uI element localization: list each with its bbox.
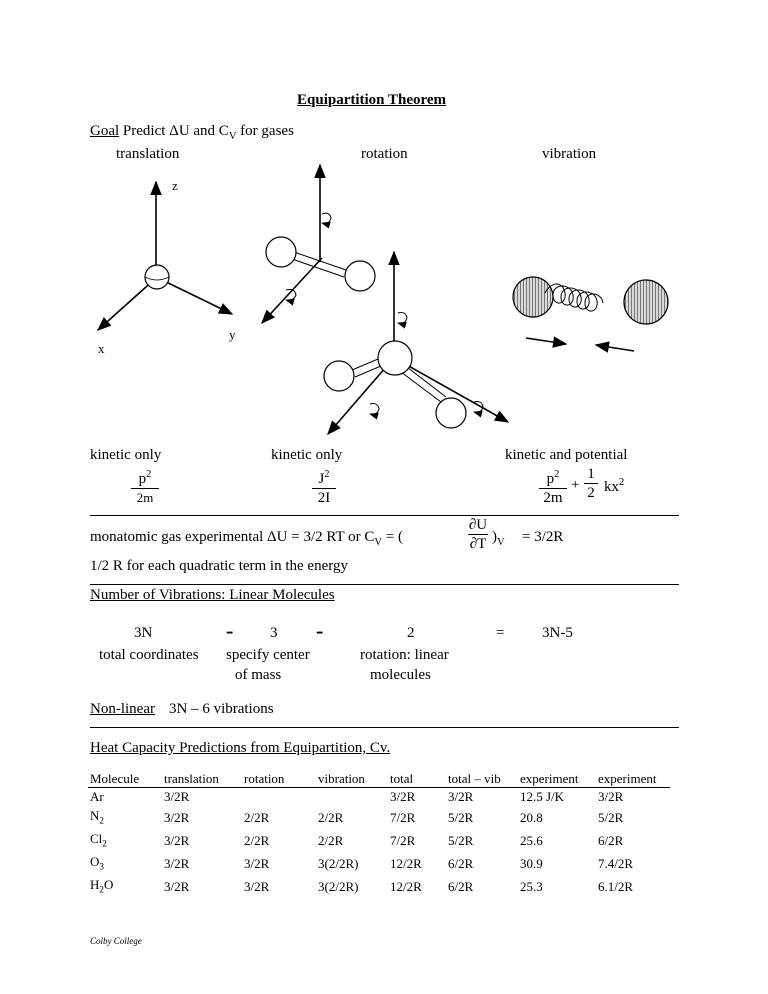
- molecule-symbol: H: [90, 876, 100, 892]
- table-cell: 12/2R: [390, 879, 422, 895]
- vibration-label: vibration: [542, 146, 597, 162]
- close-v-sub: V: [497, 537, 505, 548]
- trans-numerator-sup: 2: [146, 469, 152, 480]
- desc-center-2: of mass: [235, 667, 282, 683]
- linear-heading: Number of Vibrations: Linear Molecules: [90, 587, 335, 603]
- desc-total-coordinates: total coordinates: [99, 647, 199, 663]
- divider-2: [90, 584, 679, 585]
- molecule-subscript: 2: [99, 884, 104, 895]
- molecule-symbol: Ar: [90, 789, 104, 804]
- translation-label: translation: [116, 146, 180, 162]
- col-header: total: [388, 770, 446, 788]
- molecule-symbol: N: [90, 807, 100, 823]
- molecule-cell: [88, 830, 162, 853]
- table-cell: 7/2R: [390, 809, 416, 825]
- table-cell: 3/2R: [164, 855, 190, 871]
- table-cell: 30.9: [520, 855, 543, 871]
- table-cell: 3(2/2R): [318, 855, 359, 871]
- y-axis-arrow: [158, 278, 232, 314]
- translation-energy-fraction: [131, 466, 159, 507]
- monatomic-text: monatomic gas experimental ΔU = 3/2 RT or C: [90, 529, 375, 545]
- footer-college: Colby College: [90, 936, 142, 946]
- table-cell: 2/2R: [318, 809, 344, 825]
- divider-3: [90, 727, 679, 728]
- vib-numerator: p: [546, 471, 555, 487]
- half-denominator: 2: [587, 485, 595, 501]
- rot-numerator: J: [318, 471, 325, 487]
- table-cell: 12/2R: [390, 855, 422, 871]
- y-axis-label: y: [229, 327, 236, 342]
- table-cell: 6/2R: [448, 855, 474, 871]
- vibration-kinetic-fraction: [539, 466, 567, 507]
- rot-denominator: 2I: [317, 490, 331, 506]
- col-header: total – vib: [446, 770, 518, 788]
- nonlinear-label: Non-linear: [90, 701, 155, 717]
- term-3n: 3N: [134, 625, 153, 641]
- table-cell: 6/2R: [598, 832, 624, 848]
- table-cell: 12.5 J/K: [520, 789, 565, 804]
- table-cell: 20.8: [520, 809, 543, 825]
- col-header: rotation: [242, 770, 316, 788]
- table-cell: 5/2R: [448, 832, 474, 848]
- table-cell: 3/2R: [448, 789, 474, 804]
- partial-numerator: ∂U: [468, 517, 488, 533]
- kx-sup: 2: [619, 477, 625, 488]
- table-cell: 25.3: [520, 879, 543, 895]
- rot-numerator-sup: 2: [324, 469, 330, 480]
- table-cell: 2/2R: [244, 832, 270, 848]
- goal-delta-u: ΔU and C: [169, 123, 229, 139]
- equals-sign: =: [496, 625, 505, 641]
- linear-result: 3N-5: [542, 625, 573, 641]
- table-row: [88, 830, 670, 853]
- half-numerator: 1: [587, 466, 595, 482]
- trans-numerator: p: [138, 471, 147, 487]
- table-cell: 3/2R: [164, 789, 190, 804]
- vibration-half-fraction: [584, 466, 598, 502]
- table-cell: 2/2R: [318, 832, 344, 848]
- molecule-tail: O: [103, 876, 114, 892]
- partial-close: [492, 529, 505, 548]
- col-header: vibration: [316, 770, 388, 788]
- table-cell: [242, 788, 316, 807]
- heat-capacity-table: [88, 770, 670, 899]
- vibration-energy-label: kinetic and potential: [505, 447, 628, 463]
- vibration-spring-diagram: [513, 277, 668, 351]
- table-row: [88, 807, 670, 830]
- monatomic-v-sub: V: [374, 537, 382, 548]
- molecule-symbol: O: [90, 853, 100, 869]
- monatomic-result: = 3/2R: [522, 529, 564, 545]
- molecule-subscript: 2: [102, 838, 107, 849]
- page-title: Equipartition Theorem: [297, 92, 447, 108]
- divider-1: [90, 515, 679, 516]
- col-header: experiment: [518, 770, 596, 788]
- table-cell: 3/2R: [598, 789, 624, 804]
- minus-1: -: [226, 618, 234, 643]
- col-header: experiment: [596, 770, 670, 788]
- table-cell: 5/2R: [598, 809, 624, 825]
- molecule-subscript: 2: [99, 815, 104, 826]
- desc-rot-2: molecules: [370, 667, 431, 683]
- vibration-plus: +: [571, 477, 580, 493]
- minus-2: -: [316, 618, 324, 643]
- molecule-subscript: 3: [99, 861, 104, 872]
- translation-energy-label: kinetic only: [90, 447, 162, 463]
- close-paren: ): [492, 529, 497, 545]
- trans-denominator: 2m: [136, 490, 154, 505]
- goal-text-b: for gases: [236, 123, 294, 139]
- table-cell: 3/2R: [244, 879, 270, 895]
- table-cell: 3(2/2R): [318, 879, 359, 895]
- molecule-cell: [88, 807, 162, 830]
- table-cell: 3/2R: [390, 789, 416, 804]
- col-header: translation: [162, 770, 242, 788]
- table-cell: 7/2R: [390, 832, 416, 848]
- desc-rot-1: rotation: linear: [360, 647, 449, 663]
- x-axis-arrow: [98, 278, 156, 330]
- goal-text-a: Predict: [119, 123, 170, 139]
- translation-axes-diagram: [98, 182, 232, 330]
- table-cell: 6.1/2R: [598, 879, 634, 895]
- table-cell: 3/2R: [164, 832, 190, 848]
- table-cell: 25.6: [520, 832, 543, 848]
- table-row: [88, 788, 670, 807]
- molecule-cell: [88, 876, 162, 899]
- table-cell: 6/2R: [448, 879, 474, 895]
- rotation-energy-label: kinetic only: [271, 447, 343, 463]
- vibration-kx2: [604, 477, 624, 496]
- rotation-energy-fraction: [312, 466, 336, 507]
- monatomic-eq: = (: [381, 529, 403, 545]
- term-2: 2: [407, 625, 415, 641]
- monatomic-line: [90, 529, 403, 548]
- table-cell: [316, 788, 388, 807]
- table-row: [88, 876, 670, 899]
- goal-v-sub: V: [228, 131, 237, 142]
- atom-sphere: [145, 265, 169, 289]
- vib-numerator-sup: 2: [554, 469, 560, 480]
- heat-capacity-heading: Heat Capacity Predictions from Equipartition, Cv.: [90, 740, 391, 756]
- goal-label: Goal: [90, 123, 120, 139]
- rotation-label: rotation: [361, 146, 408, 162]
- table-cell: 2/2R: [244, 809, 270, 825]
- nonlinear-text: 3N – 6 vibrations: [168, 701, 274, 717]
- molecule-symbol: Cl: [90, 830, 103, 846]
- x-axis-label: x: [98, 341, 105, 356]
- table-cell: 3/2R: [164, 879, 190, 895]
- rotation-linear-diagram: [262, 165, 375, 323]
- table-header-row: [88, 770, 670, 788]
- table-cell: 3/2R: [244, 855, 270, 871]
- term-3: 3: [270, 625, 278, 641]
- table-cell: 5/2R: [448, 809, 474, 825]
- table-cell: 7.4/2R: [598, 855, 634, 871]
- col-header: Molecule: [88, 770, 162, 788]
- nonlinear-line: [90, 701, 274, 718]
- molecule-cell: [88, 853, 162, 876]
- table-row: [88, 853, 670, 876]
- molecule-cell: [88, 788, 162, 807]
- half-r-statement: 1/2 R for each quadratic term in the energy: [90, 558, 348, 574]
- motion-diagrams: [0, 0, 768, 440]
- table-cell: 3/2R: [164, 809, 190, 825]
- kx-text: kx: [604, 479, 619, 495]
- desc-center-1: specify center: [226, 647, 310, 663]
- partial-denominator: ∂T: [469, 536, 487, 552]
- partial-derivative: [468, 517, 488, 553]
- vib-denominator: 2m: [543, 490, 563, 506]
- z-axis-label: z: [172, 178, 178, 193]
